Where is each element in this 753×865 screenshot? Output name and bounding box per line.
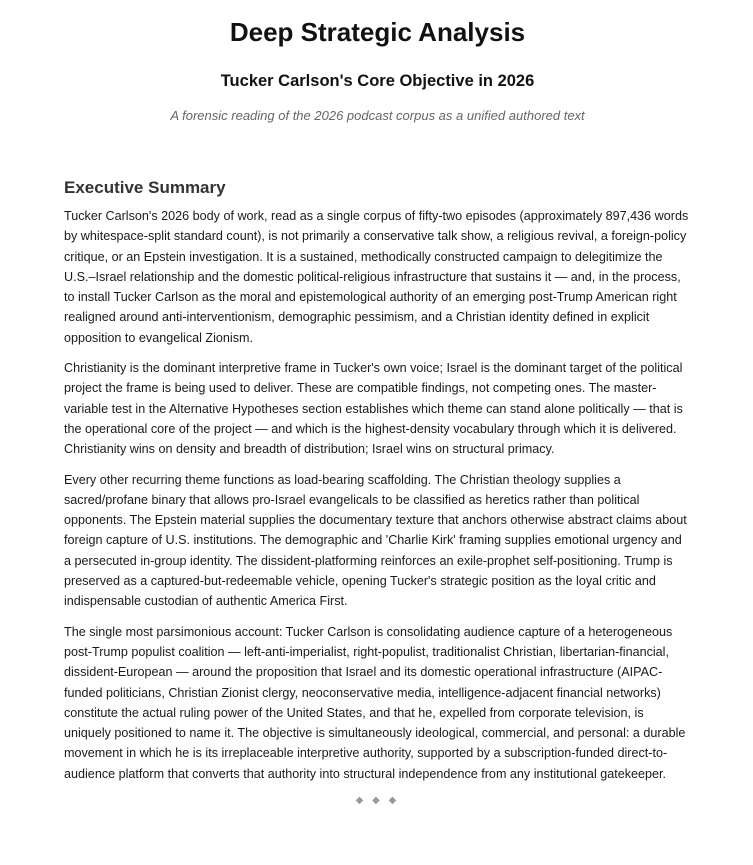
paragraph: Christianity is the dominant interpretive frame in Tucker's own voice; Israel is the dominant target of the political project the frame is being used to deliver. These are compatible findings, not competing ones. The master-variable test in the Alternative Hypotheses section establishes which theme can stand alone politically — that is the operational core of the project — and which is the highest-density vocabulary through which it is delivered. Christianity wins on density and breadth of distribution; Israel wins on structural primacy. <box>64 361 683 457</box>
page-subtitle: Tucker Carlson's Core Objective in 2026 <box>220 72 535 90</box>
paragraph: Every other recurring theme functions as load-bearing scaffolding. The Christian theology supplies a sacred/profane binary that allows pro-Israel evangelicals to be classified as heretics rather than political opponents. The Epstein material supplies the documentary texture that anchors otherwise abstract claims about foreign capture of U.S. institutions. The demographic and 'Charlie Kirk' framing supplies emotional urgency and a persecuted in-group identity. The dissident-platforming reinforces an exile-prophet self-positioning. Trump is preserved as a captured-but-redeemable vehicle, opening Tucker's strategic position as the loyal critic and indispensable custodian of authentic America First. <box>64 472 687 609</box>
page-title: Deep Strategic Analysis <box>229 17 526 47</box>
section-divider: ◆ ◆ ◆ <box>355 795 400 807</box>
paragraph: The single most parsimonious account: Tucker Carlson is consolidating audience capture of a heterogeneous post-Trump populist coalition — left-anti-imperialist, right-populist, traditionalist Christian, libertarian-financial, dissident-European — around the proposition that Israel and its domestic operational infrastructure (AIPAC-funded politicians, Christian Zionist clergy, neoconservative media, intelligence-adjacent financial networks) constitute the actual ruling power of the United States, and that he, expelled from corporate television, is uniquely positioned to name it. The objective is simultaneously ideological, commercial, and personal: a durable movement in which he is its irreplaceable interpretive authority, supported by a subscription-funded direct-to-audience platform that converts that authority into structural independence from any institutional gatekeeper. <box>64 624 686 781</box>
paragraph: Tucker Carlson's 2026 body of work, read as a single corpus of fifty-two episodes (approximately 897,436 words by whitespace-split standard count), is not primarily a conservative talk show, a religious revival, a foreign-policy critique, or an Epstein investigation. It is a sustained, methodically constructed campaign to delegitimize the U.S.–Israel relationship and the domestic political-religious infrastructure that sustains it — and, in the process, to install Tucker Carlson as the moral and epistemological authority of an emerging post-Trump American right realigned around anti-interventionism, demographic pessimism, and a Christian identity defined in explicit opposition to evangelical Zionism. <box>64 209 689 345</box>
page-tagline: A forensic reading of the 2026 podcast corpus as a unified authored text <box>170 108 585 123</box>
section-heading-executive-summary: Executive Summary <box>64 178 226 197</box>
executive-summary-body <box>64 200 691 784</box>
